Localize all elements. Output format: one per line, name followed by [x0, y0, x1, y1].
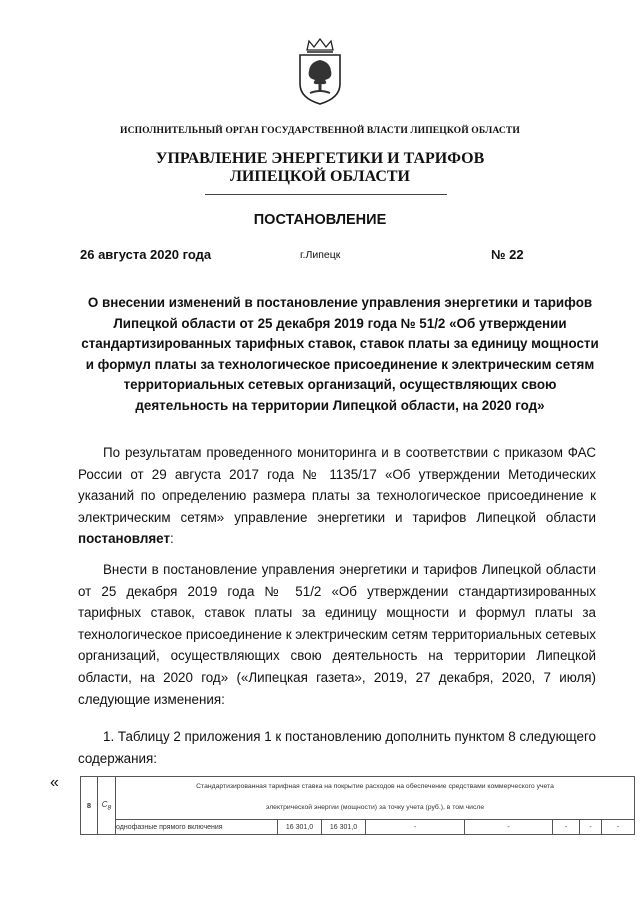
symbol-subscript: 8 — [107, 804, 112, 812]
empty-cell-3: - — [553, 820, 580, 835]
header-line2: электрической энергии (мощности) за точку учета (руб.), в том числе — [265, 804, 485, 811]
paragraph-preamble — [78, 442, 596, 550]
organization-name: ИСПОЛНИТЕЛЬНЫЙ ОРГАН ГОСУДАРСТВЕННОЙ ВЛАСТИ ЛИПЕЦКОЙ ОБЛАСТИ — [120, 125, 520, 136]
row-label-cell: однофазные прямого включения — [116, 820, 278, 835]
row-number-cell: 8 — [81, 777, 98, 835]
decree-word: постановляет — [78, 531, 171, 547]
header-divider — [205, 194, 447, 195]
preamble-colon: : — [170, 531, 174, 547]
preamble-text: По результатам проведенного мониторинга и в соответствии с приказом ФАС России от 29 августа 2017 года № 1135/17 «Об утверждении Методических указаний по определению размера платы за технологическое присоединение к электрическим сетям» управление энергетики и тарифов Липецкой области — [78, 445, 596, 525]
header-line1: Стандартизированная тарифная ставка на покрытие расходов на обеспечение средствами коммерческого учета — [196, 783, 554, 790]
table-header-cell — [116, 777, 635, 820]
empty-cell-1: - — [366, 820, 465, 835]
document-type: ПОСТАНОВЛЕНИЕ — [253, 212, 387, 228]
symbol-text: C — [101, 799, 108, 809]
empty-cell-4: - — [580, 820, 602, 835]
opening-quote: « — [50, 774, 59, 791]
paragraph-item-1: 1. Таблицу 2 приложения 1 к постановлению дополнить пунктом 8 следующего содержания: — [78, 729, 596, 766]
table-header-row — [81, 777, 635, 820]
empty-cell-5: - — [602, 820, 635, 835]
department-name-line1: УПРАВЛЕНИЕ ЭНЕРГЕТИКИ И ТАРИФОВ — [155, 150, 485, 167]
document-place: г.Липецк — [300, 249, 341, 261]
paragraph-amendment: Внести в постановление управления энергетики и тарифов Липецкой области от 25 декабря 2019 года № 51/2 «Об утверждении стандартизированных тарифных ставок, ставок платы за единицу мощности и формул платы за технологическое присоединение к электрическим сетям территориальных сетевых организаций, осуществляющих свою деятельность на территории Липецкой области, на 2020 год» («Липецкая газета», 2019, 27 декабря, 2020, 7 июля) следующие изменения: — [78, 562, 596, 707]
empty-cell-2: - — [465, 820, 553, 835]
document-date: 26 августа 2020 года — [80, 247, 212, 262]
document-number: № 22 — [491, 247, 524, 262]
symbol-cell — [98, 777, 116, 835]
tariff-table — [80, 776, 635, 835]
department-name-line2: ЛИПЕЦКОЙ ОБЛАСТИ — [230, 168, 410, 185]
value2-cell: 16 301,0 — [322, 820, 366, 835]
value1-cell: 16 301,0 — [278, 820, 322, 835]
document-title: О внесении изменений в постановление управления энергетики и тарифов Липецкой области от 25 декабря 2019 года № 51/2 «Об утверждении стандартизированных тарифных ставок, ставок платы за единицу мощности и формул платы за технологическое присоединение к электрическим сетям территориальных сетевых организаций, осуществляющих свою деятельность на территории Липецкой области, на 2020 год» — [81, 295, 599, 413]
coat-of-arms-icon — [295, 38, 345, 106]
table-row — [81, 820, 635, 835]
